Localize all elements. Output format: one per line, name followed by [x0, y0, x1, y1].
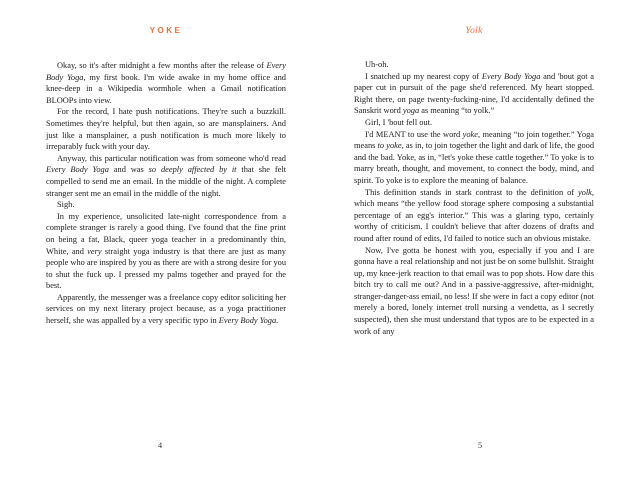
paragraph: Anyway, this particular notification was from someone who'd read Every Body Yoga and was so deeply affected by it that she felt compelled to send me an email. In the middle of the night. A complete stranger sent me an email in the middle of the night. — [46, 153, 286, 198]
paragraph: Sigh. — [57, 200, 75, 210]
page-right — [320, 0, 640, 480]
running-head-left: YOKE — [149, 26, 183, 35]
paragraph: Okay, so it's after midnight a few months after the release of Every Body Yoga, my first book. I'm wide awake in my home office and knee-deep in a Wikipedia wormhole when a Gmail notification BLOOPs into view. — [46, 61, 286, 105]
page-number-left: 4 — [157, 441, 163, 450]
body-text-right — [354, 59, 594, 337]
paragraph: Now, I've gotta be honest with you, especially if you and I are gonna have a real relationship and not just be on some bullshit. Straight up, my knee-jerk reaction to that email was to pop shots. How dare this bitch try to call me out? And in a passive-aggressive, after-midnight, stranger-danger-ass email, no less! If she were in fact a copy editor (not merely a bored, lonely internet troll nursing a vendetta, as I secretly suspected), then she must understand that typos are to be expected in a work of any — [354, 245, 594, 336]
running-head-right: Yolk — [465, 26, 483, 36]
page-number-right: 5 — [477, 441, 483, 450]
paragraph: Apparently, the messenger was a freelance copy editor soliciting her services on my next literary project because, as a yoga practitioner herself, she was appalled by a very specific typo in Every Body Yoga. — [46, 292, 286, 326]
paragraph: I snatched up my nearest copy of Every Body Yoga and 'bout got a paper cut in pursuit of the page she'd referenced. My heart stopped. Right there, on page twenty-fucking-nine, I'd accidentally defined the Sanskrit word yoga as meaning “to yolk.” — [354, 71, 594, 116]
paragraph: Uh-oh. — [365, 60, 389, 69]
paragraph: In my experience, unsolicited late-night correspondence from a complete stranger is rarely a good thing. I've found that the fine print on being a fat, Black, queer yoga teacher in a predominantly thin, White, and very straight yoga industry is that there are just as many people who are inspired by you as there are with a strong desire for you to shut the fuck up. I pressed my palms together and prayed for the best. — [46, 211, 287, 291]
paragraph: For the record, I hate push notifications. They're such a buzzkill. Sometimes they're helpful, but then again, so are mansplainers. And just like a mansplainer, a push notification is much more likely to irreparably fuck with your day. — [46, 107, 286, 152]
paragraph: Girl, I 'bout fell out. — [365, 117, 433, 127]
body-text-left — [46, 60, 286, 327]
paragraph: I'd MEANT to use the word yoke, meaning “to join together.” Yoga means to yoke, as in, to join together the light and dark of life, the good and the bad. Yoke, as in, “let's yoke these cattle together.” To yoke is to marry breath, thought, and movement, to connect the body, mind, and spirit. To yoke is to explore the meaning of balance. — [354, 129, 595, 185]
paragraph: This definition stands in stark contrast to the definition of yolk, which means “the yellow food storage sphere composing a substantial percentage of an egg's interior.” This was a glaring typo, certainly worthy of criticism. I couldn't believe that after dozens of drafts and round after round of edits, I'd failed to notice such an obvious mistake. — [354, 187, 594, 243]
